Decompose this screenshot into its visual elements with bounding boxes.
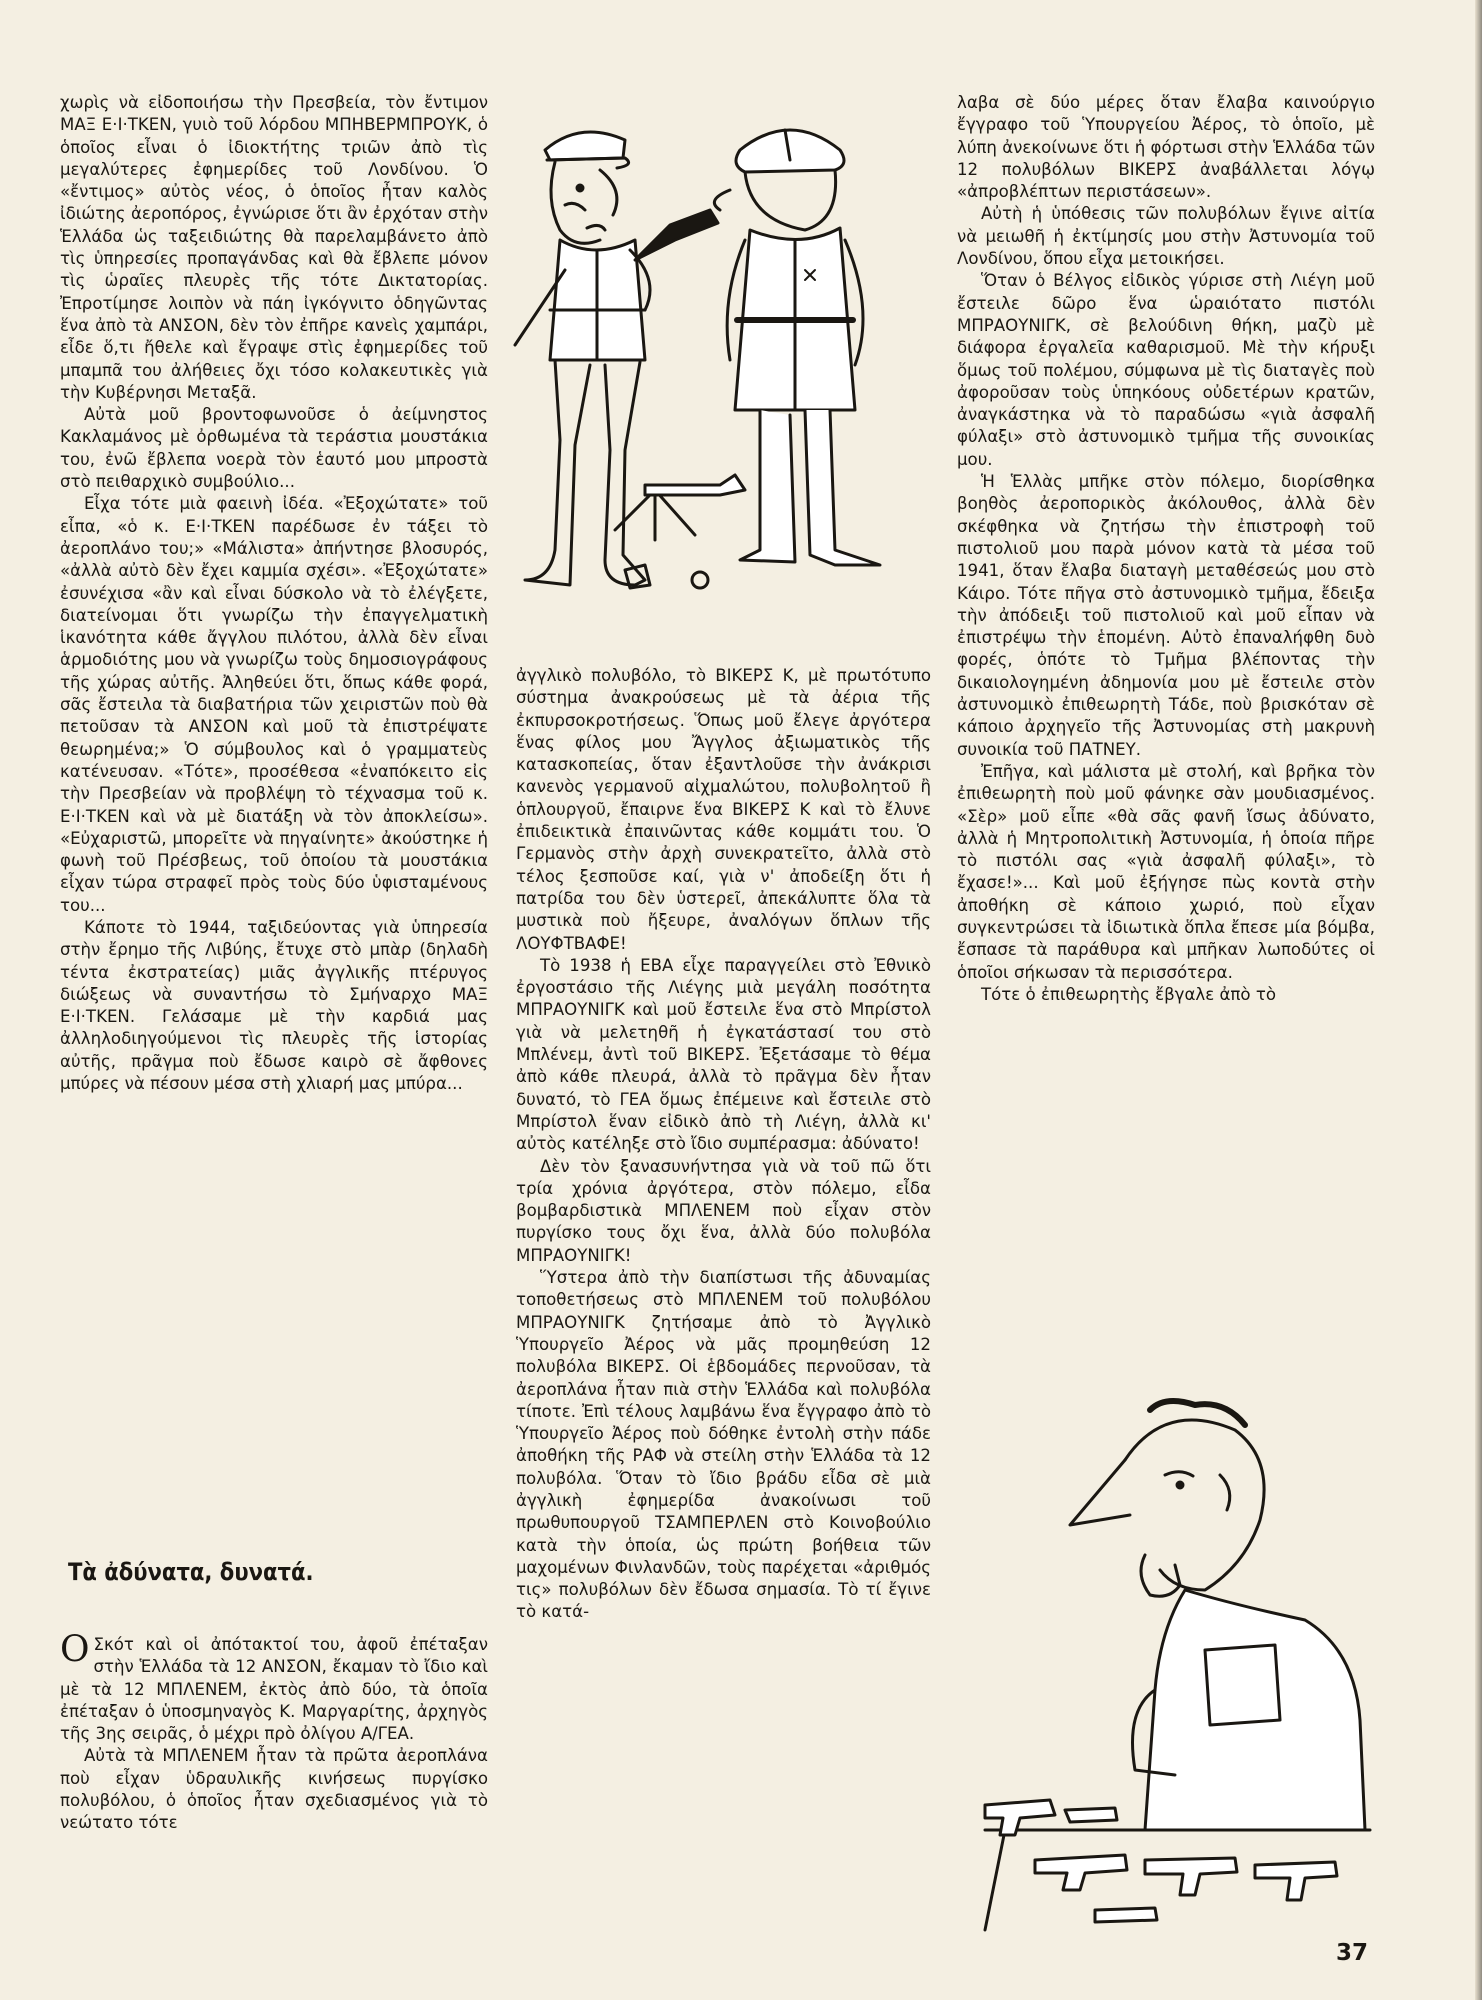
column-3 — [957, 92, 1375, 1132]
paragraph-text: Αὐτὴ ἡ ὑπόθεσις τῶν πολυβόλων ἔγινε αἰτία νὰ μειωθῆ ἡ ἐκτίμησίς μου στὴν Ἀστυνομία τοῦ Λονδίνου, ὅπου εἶχα μετοικήσει. — [957, 204, 1375, 269]
paragraph-text: Κάποτε τὸ 1944, ταξιδεύοντας γιὰ ὑπηρεσία στὴν ἔρημο τῆς Λιβύης, ἔτυχε στὸ μπὰρ (δηλαδὴ τέντα ἐκστρατείας) μιᾶς ἀγγλικῆς πτέρυγος διώξεως νὰ συναντήσω τὸ Σμήναρχο ΜΑΞ Ε·Ι·ΤΚΕΝ. Γελάσαμε μὲ τὴν καρδιά μας ἀλληλοδιηγούμενοι τὶς πλευρὲς τῆς ἱστορίας αὐτῆς, πρᾶγμα ποὺ ἔδωσε καιρὸ σὲ ἄφθονες μπύρες νὰ πέσουν μέσα στὴ χλιαρή μας μπύρα... — [60, 917, 488, 1094]
cartoon-inspector-with-pistols — [975, 1390, 1375, 1935]
paragraph — [957, 270, 1375, 471]
column-1 — [60, 92, 488, 1562]
paragraph — [60, 404, 488, 493]
paragraph-text: λαβα σὲ δύο μέρες ὅταν ἔλαβα καινούργιο ἔγγραφο τοῦ Ὑπουργείου Ἀέρος, τὸ ὁποῖο, μὲ λύπη ἀνεκοίνωνε ὅτι ἡ φόρτωσι στὴν Ἑλλάδα τῶν 12 πολυβόλων ΒΙΚΕΡΣ ἀναβάλλεται λόγῳ «ἀπροβλέπτων περιστάσεων». — [957, 93, 1375, 202]
paragraph — [60, 1634, 488, 1745]
paragraph-text: Εἶχα τότε μιὰ φαεινὴ ἰδέα. «Ἐξοχώτατε» τοῦ εἶπα, «ὁ κ. Ε·Ι·ΤΚΕΝ παρέδωσε ἐν τάξει τὸ ἀεροπλάνο του;» «Μάλιστα» ἀπήντησε βλοσυρός, «ἀλλὰ αὐτὸ δὲν ἔχει καμμία σχέσι». «Ἐξοχώτατε» ἐσυνέχισα «ἂν καὶ εἶναι δύσκολο νὰ τὸ ἐλέγξετε, διατείνομαι ὅτι γνωρίζω τὴν ἐπαγγελματικὴ ἱκανότητα κάθε ἄγγλου πιλότου, ἀλλὰ δὲν εἶναι ἁρμοδιότης μου νὰ γνωρίζω τοὺς δημοσιογράφους τῆς χώρας αὐτῆς. Ἀληθεύει ὅτι, ὅπως κάθε φορά, σᾶς ἔστειλα τὰ διαβατήρια τῶν χειριστῶν ποὺ θὰ πετοῦσαν τὰ ΑΝΣΟΝ καὶ μοῦ τὰ ἐπιστρέψατε θεωρημένα;» Ὁ σύμβουλος καὶ ὁ γραμματεὺς κατένευσαν. «Τότε», προσέθεσα «ἐναπόκειτο εἰς τὴν Πρεσβείαν νὰ προβλέψη τὸ τέχνασμα τοῦ κ. Ε·Ι·ΤΚΕΝ καὶ νὰ μὲ διατάξη νὰ τὸν ἀποκλείσω». «Εὐχαριστῶ, μπορεῖτε νὰ πηγαίνητε» ἀκούστηκε ἡ φωνὴ τοῦ Πρέσβεως, τοῦ ὁποίου τὰ μουστάκια εἶχαν τώρα στραφεῖ πρὸς τοὺς δύο ὑφισταμένους του... — [60, 494, 488, 915]
paragraph-text: Ὕστερα ἀπὸ τὴν διαπίστωσι τῆς ἀδυναμίας τοποθετήσεως στὸ ΜΠΛΕΝΕΜ τοῦ πολυβόλου ΜΠΡΑΟΥΝΙΓΚ ζητήσαμε ἀπὸ τὸ Ἀγγλικὸ Ὑπουργεῖο Ἀέρος νὰ μᾶς προμηθεύση 12 πολυβόλα ΒΙΚΕΡΣ. Οἱ ἑβδομάδες περνοῦσαν, τὰ ἀεροπλάνα ἦταν πιὰ στὴν Ἑλλάδα καὶ πολυβόλα τίποτε. Ἐπὶ τέλους λαμβάνω ἕνα ἔγγραφο ἀπὸ τὸ Ὑπουργεῖο Ἀέρος ποὺ δόθηκε ἐντολὴ στὴν πάδε ἀποθήκη τῆς ΡΑΦ νὰ στείλη στὴν Ἑλλάδα τὰ 12 πολυβόλα. Ὅταν τὸ ἴδιο βράδυ εἶδα σὲ μιὰ ἀγγλικὴ ἐφημερίδα ἀνακοίνωσι τοῦ πρωθυπουργοῦ ΤΣΑΜΠΕΡΛΕΝ στὸ Κοινοβούλιο κατὰ τὴν ὁποία, ὡς πρώτη βοήθεια τῶν μαχομένων Φινλανδῶν, τοὺς παρέχεται «ἀριθμός τις» πολυβόλων δὲν ἔδωσα σημασία. Τὸ τί ἔγινε τὸ κατά- — [516, 1268, 931, 1622]
paragraph-text: ἀγγλικὸ πολυβόλο, τὸ ΒΙΚΕΡΣ Κ, μὲ πρωτότυπο σύστημα ἀνακρούσεως μὲ τὰ ἀέρια τῆς ἐκπυρσοκροτήσεως. Ὅπως μοῦ ἔλεγε ἀργότερα ἕνας φίλος μου Ἄγγλος ἀξιωματικὸς τῆς κατασκοπείας, ὅταν ἐξαντλοῦσε τὴν ἀνάκρισι κανενὸς γερμανοῦ αἰχμαλώτου, πολυβολητοῦ ἢ ὁπλουργοῦ, ἔπαιρνε ἕνα ΒΙΚΕΡΣ Κ καὶ τὸ ἔλυνε ἐπιδεικτικὰ ἐπαινῶντας κάθε κομμάτι του. Ὁ Γερμανὸς στὴν ἀρχὴ συνεκρατεῖτο, ἀλλὰ στὸ τέλος ξεσποῦσε καί, γιὰ ν' ἀποδείξη ὅτι ἡ πατρίδα του δὲν ὑστερεῖ, ἀπεκάλυπτε ὅλα τὰ μυστικὰ ποὺ ἤξευρε, ἀναλόγων ὅπλων τῆς ΛΟΥΦΤΒΑΦΕ! — [516, 666, 931, 953]
section-subheading: Τὰ ἀδύνατα, δυνατά. — [68, 1558, 314, 1586]
paragraph-text: χωρὶς νὰ εἰδοποιήσω τὴν Πρεσβεία, τὸν ἔντιμον ΜΑΞ Ε·Ι·ΤΚΕΝ, γυιὸ τοῦ λόρδου ΜΠΗΒΕΡΜΠΡΟΥΚ, ὁ ὁποῖος εἶναι ὁ ἰδιοκτήτης τριῶν ἀπὸ τὶς μεγαλύτερες ἐφημερίδες τοῦ Λονδίνου. Ὁ «ἔντιμος» αὐτὸς νέος, ὁ ὁποῖος ἦταν καλὸς ἰδιώτης ἀεροπόρος, ἐγνώρισε ὅτι ἂν ἐρχόταν στὴν Ἑλλάδα ὡς ταξειδιώτης θὰ παρελαμβάνετο ἀπὸ τὶς ὑπηρεσίες προπαγάνδας καὶ θὰ ἔβλεπε μόνον τὶς ὡραῖες πλευρὲς τῆς τότε Δικτατορίας. Ἐπροτίμησε λοιπὸν νὰ πάη ἰγκόγνιτο ὁδηγῶντας ἕνα ἀπὸ τὰ ΑΝΣΟΝ, δὲν τὸν ἐπῆρε κανεὶς χαμπάρι, εἶδε ὅ,τι ἤθελε καὶ ἔγραψε στὶς ἐφημερίδες τοῦ μπαμπᾶ του ἀλήθειες ὄχι τόσο κολακευτικὲς γιὰ τὴν Κυβέρνησι Μεταξᾶ. — [60, 93, 488, 402]
paragraph-text: Σκότ καὶ οἱ ἀπότακτοί του, ἀφοῦ ἐπέταξαν στὴν Ἑλλάδα τὰ 12 ΑΝΣΟΝ, ἔκαμαν τὸ ἴδιο καὶ μὲ τὰ 12 ΜΠΛΕΝΕΜ, ἐκτὸς ἀπὸ δύο, τὰ ὁποῖα ἐπέταξαν ὁ ὑποσμηναγὸς Κ. Μαργαρίτης, ἀρχηγὸς τῆς 3ης σειρᾶς, ὁ μέχρι πρὸ ὀλίγου Α/ΓΕΑ. — [60, 1635, 488, 1744]
paragraph-text: Τότε ὁ ἐπιθεωρητὴς ἔβγαλε ἀπὸ τὸ — [981, 984, 1276, 1004]
paragraph-text: Ὅταν ὁ Βέλγος εἰδικὸς γύρισε στὴ Λιέγη μοῦ ἔστειλε δῶρο ἕνα ὡραιότατο πιστόλι ΜΠΡΑΟΥΝΙΓΚ, σὲ βελούδινη θήκη, μαζὺ μὲ διάφορα ἐργαλεῖα καθαρισμοῦ. Μὲ τὴν κήρυξι ὅμως τοῦ πολέμου, σύμφωνα μὲ τὶς διαταγὲς ποὺ ἀφοροῦσαν τοὺς ὑπηκόους οὐδετέρων κρατῶν, ἀναγκάστηκα νὰ τὸ παραδώσω «γιὰ ἀσφαλῆ φύλαξι» στὸ ἀστυνομικὸ τμῆμα τῆς συνοικίας μου. — [957, 271, 1375, 469]
paragraph-text: Δὲν τὸν ξανασυνήντησα γιὰ νὰ τοῦ πῶ ὅτι τρία χρόνια ἀργότερα, στὸν πόλεμο, εἶδα βομβαρδιστικὰ ΜΠΛΕΝΕΜ ποὺ εἶχαν στὸν πυργίσκο τους ὄχι ἕνα, ἀλλὰ δύο πολυβόλα ΜΠΡΑΟΥΝΙΓΚ! — [516, 1156, 931, 1265]
paragraph — [60, 917, 488, 1095]
paragraph — [516, 1267, 931, 1624]
paragraph-text: Τὸ 1938 ἡ ΕΒΑ εἶχε παραγγείλει στὸ Ἐθνικὸ ἐργοστάσιο τῆς Λιέγης μιὰ μεγάλη ποσότητα ΜΠΡΑΟΥΝΙΓΚ καὶ μοῦ ἔστειλε ἕνα στὸ Μπρίστολ γιὰ νὰ μελετηθῆ ἡ ἐγκατάστασί του στὸ Μπλένεμ, ἀντὶ τοῦ ΒΙΚΕΡΣ. Ἐξετάσαμε τὸ θέμα ἀπὸ κάθε πλευρά, ἀλλὰ τὸ πρᾶγμα δὲν ἦταν δυνατό, τὸ ΓΕΑ ὅμως ἐπέμεινε καὶ ἔστειλε στὸ Μπρίστολ ἕναν εἰδικὸ ἀπὸ τὴ Λιέγη, ἀλλὰ κι' αὐτὸς κατέληξε στὸ ἴδιο συμπέρασμα: ἀδύνατο! — [516, 955, 931, 1154]
paragraph — [957, 984, 1375, 1006]
paragraph — [957, 92, 1375, 203]
drop-cap: Ο — [60, 1634, 90, 1670]
paragraph — [516, 955, 931, 1156]
page-binding-edge — [1475, 0, 1482, 2000]
paragraph-text: Ἡ Ἑλλὰς μπῆκε στὸν πόλεμο, διορίσθηκα βοηθὸς ἀεροπορικὸς ἀκόλουθος, ἀλλὰ δὲν σκέφθηκα νὰ ζητήσω τὴν ἐπιστροφὴ τοῦ πιστολιοῦ μου παρὰ μόνον κατὰ τὰ μέσα τοῦ 1941, ὅταν ἔλαβα διαταγὴ μεταθέσεώς μου στὸ Κάιρο. Τότε πῆγα στὸ ἀστυνομικὸ τμῆμα, ἔδειξα τὴν ἀπόδειξι τοῦ πιστολιοῦ καὶ μοῦ εἶπαν νὰ ἐπιστρέψω τὴν ἑπομένη. Αὐτὸ ἐπαναλήφθη δυὸ φορές, ὁπότε τὸ Τμῆμα βλέποντας τὴν δικαιολογημένη ἀδημονία μου μὲ ἔστειλε στὸν ἀστυνομικὸ ἐπιθεωρητὴ Τάδε, ποὺ βρισκόταν σὲ κάποιο ἀρχηγεῖο τῆς Ἀστυνομίας στὴ μακρυνὴ συνοικία τοῦ ΠΑΤΝΕΥ. — [957, 472, 1375, 759]
paragraph — [957, 471, 1375, 761]
paragraph — [60, 92, 488, 404]
paragraph-text: Αὐτὰ μοῦ βροντοφωνοῦσε ὁ ἀείμνηστος Κακλαμάνος μὲ ὀρθωμένα τὰ τεράστια μουστάκια του, ἐνῶ ἔβλεπα νοερὰ τὸν ἑαυτό μου μπροστὰ στὸ πειθαρχικὸ συμβούλιο... — [60, 405, 488, 492]
column-2 — [516, 665, 931, 1955]
page-number: 37 — [1335, 1940, 1368, 1966]
paragraph-text: Ἐπῆγα, καὶ μάλιστα μὲ στολή, καὶ βρῆκα τὸν ἐπιθεωρητὴ ποὺ μοῦ φάνηκε σὰν μουδιασμένος. «Σὲρ» μοῦ εἶπε «θὰ σᾶς φανῆ ἴσως ἀδύνατο, ἀλλὰ ἡ Μητροπολιτικὴ Ἀστυνομία, ἡ ὁποία πῆρε τὸ πιστόλι σας «γιὰ ἀσφαλῆ φύλαξι», τὸ ἔχασε!»... Καὶ μοῦ ἐξήγησε πὼς κοντὰ στὴν ἀποθήκη σὲ κάποιο χωριό, ποὺ εἶχαν συγκεντρώσει τὰ ἰδιωτικὰ ὅπλα ἔπεσε μία βόμβα, ἔσπασε τὰ παράθυρα καὶ μπῆκαν λωποδύτες οἱ ὁποῖοι σήκωσαν τὰ περισσότερα. — [957, 761, 1375, 982]
paragraph — [957, 203, 1375, 270]
paragraph — [516, 1156, 931, 1267]
paragraph — [516, 665, 931, 955]
cartoon-officers-with-gun — [505, 110, 945, 640]
column-1-continuation — [60, 1634, 488, 1962]
paragraph — [957, 761, 1375, 984]
paragraph — [60, 493, 488, 917]
paragraph-text: Αὐτὰ τὰ ΜΠΛΕΝΕΜ ἦταν τὰ πρῶτα ἀεροπλάνα ποὺ εἶχαν ὑδραυλικῆς κινήσεως πυργίσκο πολυβόλου, ὁ ὁποῖος ἦταν σχεδιασμένος γιὰ τὸ νεώτατο τότε — [60, 1746, 488, 1833]
paragraph — [60, 1745, 488, 1834]
